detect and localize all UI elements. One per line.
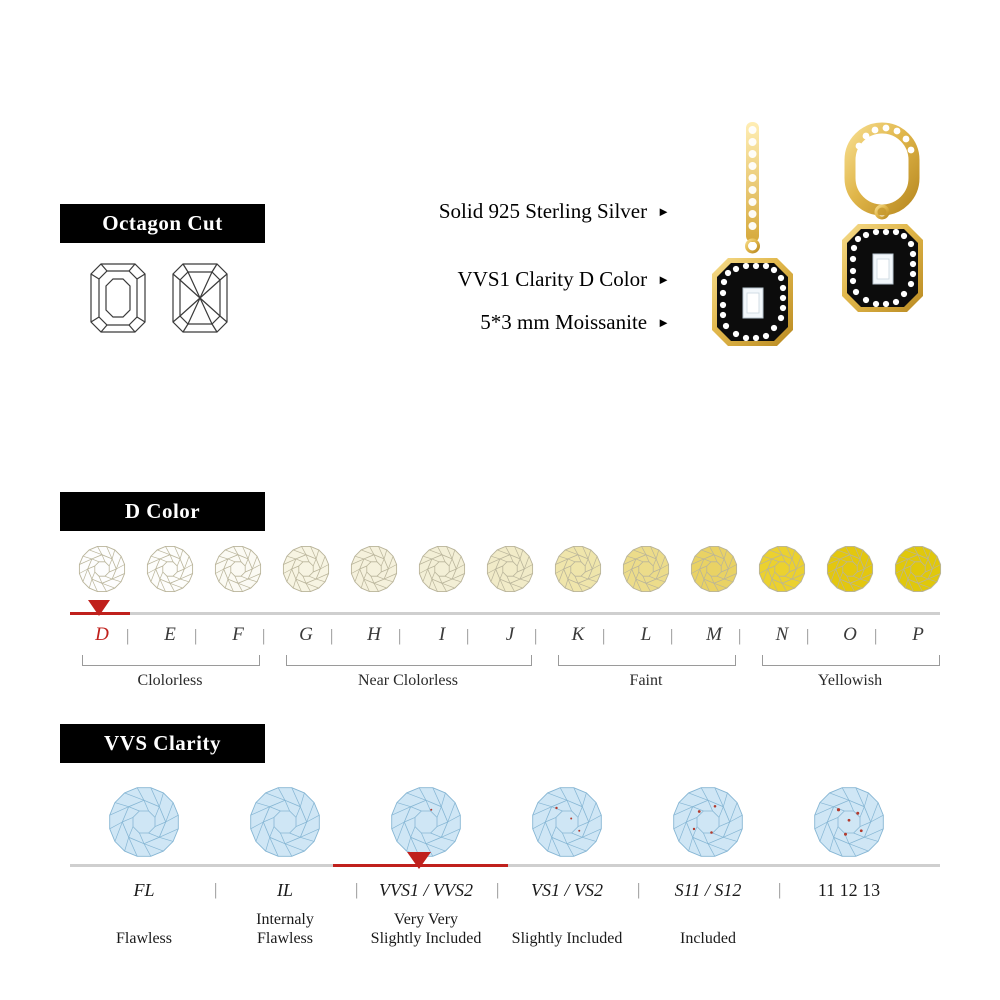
clarity-grade-3: VS1 / VS2 <box>531 880 603 900</box>
clarity-gem-4 <box>672 786 744 858</box>
spec-text: VVS1 Clarity D Color <box>457 267 648 291</box>
color-grade-separator: | <box>534 626 538 645</box>
octagon-cut-shapes <box>88 258 248 338</box>
clarity-grade-0: FL <box>133 880 155 900</box>
color-grade-d: D <box>95 624 109 645</box>
arrow-right-icon: ► <box>657 204 670 219</box>
color-grade-separator: | <box>126 626 130 645</box>
spec-line-clarity-color <box>330 267 670 292</box>
color-group-bracket <box>82 655 260 666</box>
color-grade-separator: | <box>398 626 402 645</box>
color-gem-row <box>70 545 940 601</box>
color-grade-separator: | <box>806 626 810 645</box>
color-grade-separator: | <box>874 626 878 645</box>
color-gem-h <box>350 545 398 593</box>
color-gem-n <box>758 545 806 593</box>
clarity-grade-4: S11 / S12 <box>674 880 742 900</box>
color-grade-separator: | <box>330 626 334 645</box>
color-group-label-2: Faint <box>629 672 663 689</box>
color-group-bracket <box>762 655 940 666</box>
earrings-illustration <box>690 100 970 380</box>
color-gem-k <box>554 545 602 593</box>
vvs-clarity-badge: VVS Clarity <box>60 724 265 763</box>
clarity-grade-separator: | <box>355 880 359 899</box>
color-grade-p: P <box>912 624 924 645</box>
color-gem-p <box>894 545 942 593</box>
color-gem-o <box>826 545 874 593</box>
color-grade-h: H <box>367 624 381 645</box>
clarity-grade-5: 11 12 13 <box>817 880 881 900</box>
clarity-grade-2: VVS1 / VVS2 <box>379 880 473 900</box>
color-grade-separator: | <box>738 626 742 645</box>
color-gem-e <box>146 545 194 593</box>
color-grade-separator: | <box>602 626 606 645</box>
color-gem-l <box>622 545 670 593</box>
spec-line-stone-size <box>330 310 670 335</box>
octagon-cut-badge: Octagon Cut <box>60 204 265 243</box>
spec-line-material <box>330 199 670 224</box>
color-group-label-3: Yellowish <box>817 672 883 689</box>
clarity-grade-separator: | <box>214 880 218 899</box>
color-group-label-1: Near Clolorless <box>358 672 458 689</box>
color-grade-e: E <box>164 624 176 645</box>
clarity-grade-separator: | <box>778 880 782 899</box>
color-group-label-0: Clolorless <box>137 672 203 689</box>
color-grade-k: K <box>571 624 585 645</box>
color-grade-m: M <box>706 624 722 645</box>
color-grade-separator: | <box>466 626 470 645</box>
color-grade-f: F <box>232 624 244 645</box>
color-gem-d <box>78 545 126 593</box>
clarity-grade-1: IL <box>276 880 293 900</box>
color-grade-o: O <box>843 624 857 645</box>
spec-text: 5*3 mm Moissanite <box>480 310 648 334</box>
clarity-description-2: Very Very Slightly Included <box>370 911 482 947</box>
clarity-selected-marker <box>407 852 431 869</box>
clarity-gem-row <box>100 786 940 856</box>
color-gem-g <box>282 545 330 593</box>
color-gem-f <box>214 545 262 593</box>
color-grade-separator: | <box>262 626 266 645</box>
d-color-badge: D Color <box>60 492 265 531</box>
clarity-grade-separator: | <box>637 880 641 899</box>
arrow-right-icon: ► <box>657 315 670 330</box>
clarity-gem-5 <box>813 786 885 858</box>
arrow-right-icon: ► <box>657 272 670 287</box>
clarity-description-1: Internaly Flawless <box>256 911 314 947</box>
color-grade-j: J <box>505 624 515 645</box>
clarity-description-4: Included <box>680 930 736 947</box>
spec-text: Solid 925 Sterling Silver <box>438 199 648 223</box>
color-grade-l: L <box>640 624 652 645</box>
clarity-description-0: Flawless <box>116 930 172 947</box>
color-grade-separator: | <box>194 626 198 645</box>
clarity-gem-0 <box>108 786 180 858</box>
color-gem-m <box>690 545 738 593</box>
color-grade-n: N <box>775 624 789 645</box>
clarity-gem-1 <box>249 786 321 858</box>
color-grade-g: G <box>299 624 313 645</box>
color-group-bracket <box>286 655 532 666</box>
color-grade-i: I <box>438 624 446 645</box>
clarity-grade-separator: | <box>496 880 500 899</box>
clarity-gem-2 <box>390 786 462 858</box>
color-gem-i <box>418 545 466 593</box>
color-grade-separator: | <box>670 626 674 645</box>
color-scale-axis <box>70 612 940 615</box>
clarity-gem-3 <box>531 786 603 858</box>
octagon-shape-diagrams <box>88 258 248 338</box>
color-gem-j <box>486 545 534 593</box>
product-photo-earrings <box>690 100 970 380</box>
clarity-description-3: Slightly Included <box>511 930 623 947</box>
color-group-bracket <box>558 655 736 666</box>
color-selected-marker <box>88 600 110 616</box>
